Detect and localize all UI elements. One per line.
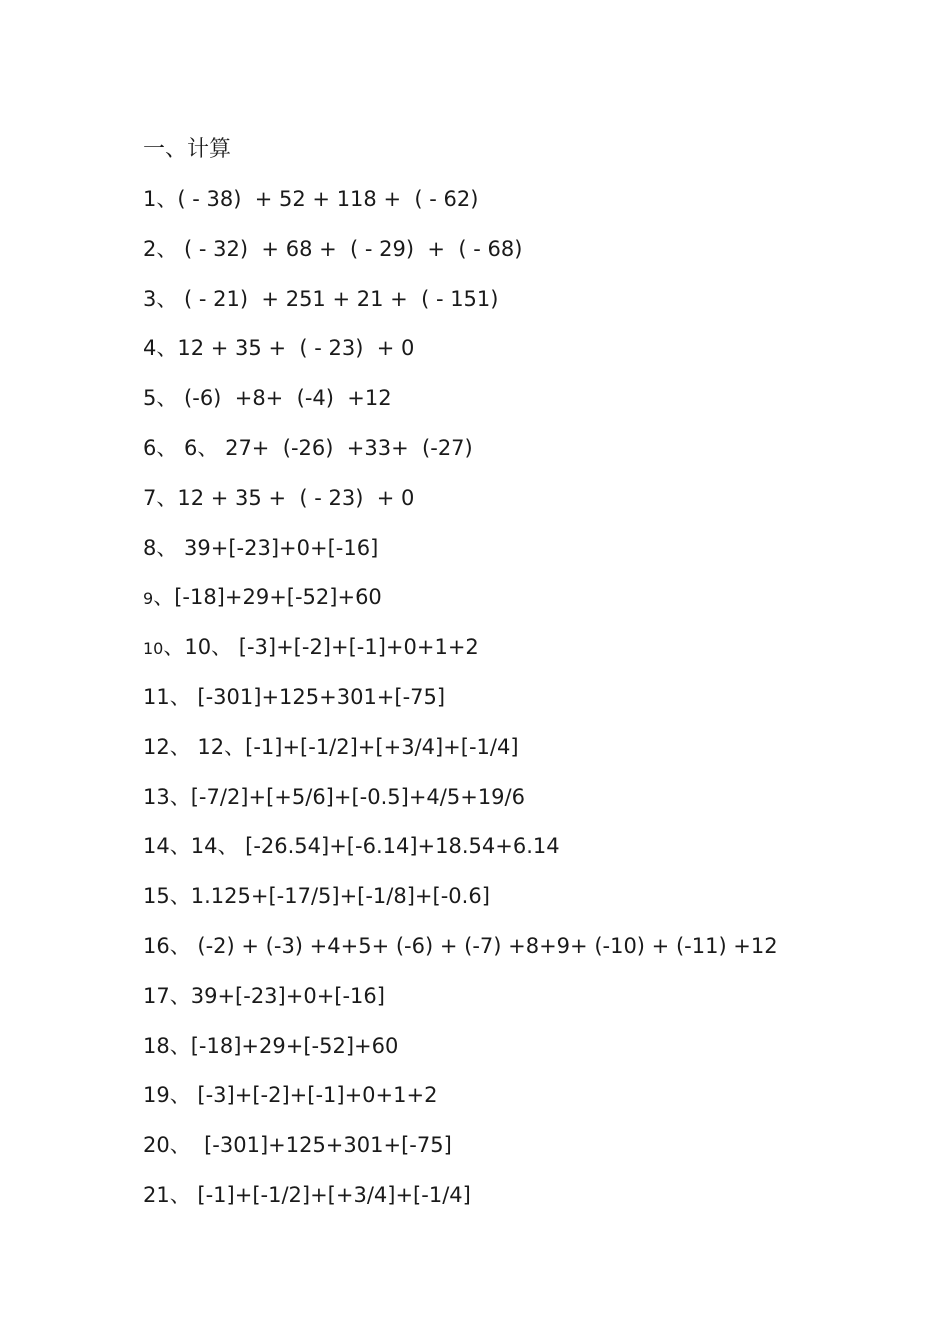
problem-4 [143, 332, 778, 382]
problem-number: 6 [143, 435, 157, 460]
problem-expression: 39+[-23]+0+[-16] [177, 535, 379, 560]
problem-separator: 、 [169, 983, 191, 1008]
problem-separator: 、 [169, 834, 191, 859]
problem-separator: 、 [156, 236, 178, 261]
problem-21 [143, 1179, 778, 1229]
problem-number: 1 [143, 187, 157, 211]
problem-number: 13 [143, 784, 170, 809]
problem-separator: 、 [153, 585, 175, 610]
problem-number: 8 [143, 535, 157, 560]
section-heading: 一、计算 [143, 137, 232, 162]
problem-7 [143, 482, 778, 532]
problem-separator: 、 [156, 485, 178, 510]
problem-3 [143, 283, 778, 333]
problem-16 [143, 930, 778, 980]
problem-separator: 、 [156, 435, 178, 460]
problem-separator: 、 [169, 684, 191, 709]
problem-number: 10 [143, 639, 164, 659]
problem-separator: 、 [169, 933, 191, 958]
problem-separator: 、 [156, 336, 178, 361]
problem-expression: [-18]+29+[-52]+60 [174, 585, 382, 610]
problem-8 [143, 532, 778, 582]
problem-18 [143, 1030, 778, 1080]
problem-separator: 、 [163, 635, 185, 660]
problem-1 [143, 183, 778, 233]
problem-5 [143, 382, 778, 432]
problem-13 [143, 781, 778, 831]
problem-expression: 39+[-23]+0+[-16] [190, 983, 385, 1008]
problem-expression: 12、[-1]+[-1/2]+[+3/4]+[-1/4] [190, 734, 519, 759]
problem-10 [143, 631, 778, 681]
problem-expression: ( - 32) + 68 + ( - 29) + ( - 68) [177, 236, 523, 261]
problem-12 [143, 731, 778, 781]
problem-separator: 、 [169, 1033, 191, 1058]
problem-number: 18 [143, 1033, 170, 1058]
problem-11 [143, 681, 778, 731]
problem-2 [143, 233, 778, 283]
problem-14 [143, 830, 778, 880]
problem-separator: 、 [156, 187, 178, 211]
problem-expression: [-301]+125+301+[-75] [190, 684, 446, 709]
problem-number: 16 [143, 933, 170, 958]
problem-expression: ( - 21) + 251 + 21 + ( - 151) [177, 286, 499, 311]
problem-separator: 、 [169, 1182, 191, 1207]
problem-20 [143, 1129, 778, 1179]
problem-expression: [-18]+29+[-52]+60 [190, 1033, 399, 1058]
problem-separator: 、 [156, 535, 178, 560]
problem-17 [143, 980, 778, 1030]
problem-expression: [-301]+125+301+[-75] [190, 1133, 452, 1158]
problem-expression: 1.125+[-17/5]+[-1/8]+[-0.6] [190, 884, 490, 909]
problem-expression: 10、 [-3]+[-2]+[-1]+0+1+2 [184, 635, 479, 660]
problem-separator: 、 [156, 286, 178, 311]
problem-number: 15 [143, 884, 170, 909]
problem-list [143, 183, 778, 1229]
problem-expression: 14、 [-26.54]+[-6.14]+18.54+6.14 [190, 834, 560, 859]
problem-expression: ( - 38) + 52 + 118 + ( - 62) [177, 187, 479, 211]
problem-separator: 、 [169, 1133, 191, 1158]
problem-number: 14 [143, 834, 170, 859]
problem-number: 20 [143, 1133, 170, 1158]
problem-number: 19 [143, 1083, 170, 1108]
problem-separator: 、 [156, 386, 178, 411]
problem-number: 4 [143, 336, 157, 361]
problem-separator: 、 [169, 884, 191, 909]
problem-number: 5 [143, 386, 157, 411]
problem-separator: 、 [169, 1083, 191, 1108]
problem-expression: [-7/2]+[+5/6]+[-0.5]+4/5+19/6 [190, 784, 525, 809]
problem-separator: 、 [169, 734, 191, 759]
problem-number: 9 [143, 589, 154, 609]
problem-expression: 6、 27+ (-26) +33+ (-27) [177, 435, 473, 460]
problem-number: 11 [143, 684, 170, 709]
problem-9 [143, 581, 778, 631]
problem-15 [143, 880, 778, 930]
problem-number: 21 [143, 1182, 170, 1207]
problem-expression: [-1]+[-1/2]+[+3/4]+[-1/4] [190, 1182, 471, 1207]
problem-number: 3 [143, 286, 157, 311]
problem-number: 7 [143, 485, 157, 510]
problem-19 [143, 1079, 778, 1129]
problem-expression: 12 + 35 + ( - 23) + 0 [177, 485, 415, 510]
problem-number: 2 [143, 236, 157, 261]
problem-number: 12 [143, 734, 170, 759]
problem-expression: 12 + 35 + ( - 23) + 0 [177, 336, 415, 361]
problem-expression: (-2) + (-3) +4+5+ (-6) + (-7) +8+9+ (-10) + (-11) +12 [190, 933, 778, 958]
problem-6 [143, 432, 778, 482]
problem-number: 17 [143, 983, 170, 1008]
problem-expression: [-3]+[-2]+[-1]+0+1+2 [190, 1083, 438, 1108]
problem-separator: 、 [169, 784, 191, 809]
problem-expression: (-6) +8+ (-4) +12 [177, 386, 392, 411]
